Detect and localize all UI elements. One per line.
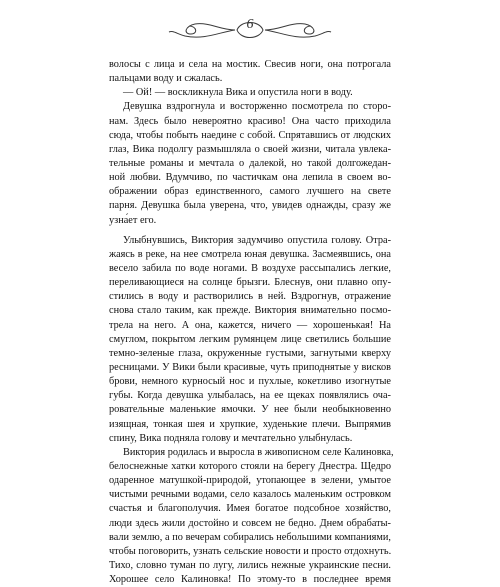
text-line: чтобы поговорить, узнать сельские новости и просто отдохнуть.: [109, 545, 392, 557]
text-line: темно-зеленые глаза, окруженные густыми, загнутыми кверху: [109, 347, 391, 359]
text-line: изящная, тонкая шея и хрупкие, худенькие плечи. Выпрямив: [109, 418, 391, 430]
text-line: спину, Вика подняла голову и мечтательно улыбнулась.: [109, 432, 353, 444]
text-line: переливающиеся на солнце брызги. Блеснув, они плавно опу-: [109, 277, 391, 289]
text-line: волосы с лица и села на мостик. Свесив ноги, она потрогала: [109, 59, 391, 70]
text-line: губы. Когда девушка улыбалась, на ее щеках появлялись оча-: [109, 390, 391, 402]
text-line: ресницами. У Вики были красивые, чуть приподнятые у висков: [109, 361, 391, 373]
text-line: стились в воду и растворились в ней. Вздрогнув, отражение: [109, 291, 391, 303]
page-number: 6: [246, 17, 254, 32]
text-line: весело забила по воде ногами. В воздухе рассыпались легкие,: [109, 262, 391, 274]
text-line: люди здесь жили достойно и совсем не бедно. Днем обрабаты-: [109, 517, 391, 529]
text-line: вали землю, а по вечерам собирались небольшими компаниями,: [109, 531, 391, 543]
text-line: чистыми речными водами, село казалось маленьким островком: [109, 489, 391, 501]
text-line: Девушка вздрогнула и восторженно посмотрела по сторо-: [123, 101, 391, 113]
text-line: жаясь в реке, на нее смотрела юная девушка. Засмеявшись, она: [109, 248, 391, 260]
text-line: белоснежные хатки которого стояли на берегу Днестра. Щедро: [109, 460, 391, 472]
text-line: ровательные маленькие ямочки. У нее были необыкновенно: [109, 404, 391, 416]
text-line: трела на него. А она, кажется, ничего — хорошенькая! На: [109, 319, 391, 331]
text-line: Улыбнувшись, Виктория задумчиво опустила голову. Отра-: [123, 234, 391, 246]
text-line: — Ой! — воскликнула Вика и опустила ноги в воду.: [123, 87, 353, 99]
text-line: снова стало таким, как прежде. Виктория внимательно посмо-: [109, 305, 391, 317]
text-line: ной любви. Вдумчиво, по частичкам она лепила в своем во-: [109, 172, 391, 184]
text-line: пальцами воду и сжалась.: [109, 73, 223, 85]
text-line: Виктория родилась и выросла в живописном селе Калиновка,: [123, 446, 394, 458]
body-text: [109, 58, 394, 587]
text-line: Тихо, словно туман по лугу, лились нежные украинские песни.: [109, 559, 391, 571]
text-line: глаз, Вика подолгу размышляла о своей жизни, читала увлека-: [109, 143, 391, 155]
text-line: одаренное матушкой-природой, утопающее в зелени, умытое: [109, 475, 391, 487]
text-line: нам. Здесь было невероятно красиво! Она часто приходила: [109, 115, 391, 127]
text-line: смуглом, покрытом легким румянцем лице светились большие: [109, 333, 391, 345]
text-line: счастья и благополучия. Имея богатое подсобное хозяйство,: [109, 503, 391, 515]
text-line: узна́ет его.: [109, 214, 157, 226]
text-line: Хорошее село Калиновка! По этому-то в последнее время: [109, 574, 391, 586]
text-line: брови, немного курносый нос и пухлые, кокетливо изогнутые: [109, 376, 391, 388]
text-line: тельные романы и мечтала о далекой, но такой долгожедан-: [109, 157, 391, 169]
text-line: сюда, чтобы побыть наедине с собой. Спрятавшись от людских: [109, 129, 391, 141]
text-line: парня. Девушка была уверена, что, увидев однажды, сразу же: [109, 200, 391, 212]
text-line: ображении образ единственного, самого лучшего на свете: [109, 186, 391, 198]
